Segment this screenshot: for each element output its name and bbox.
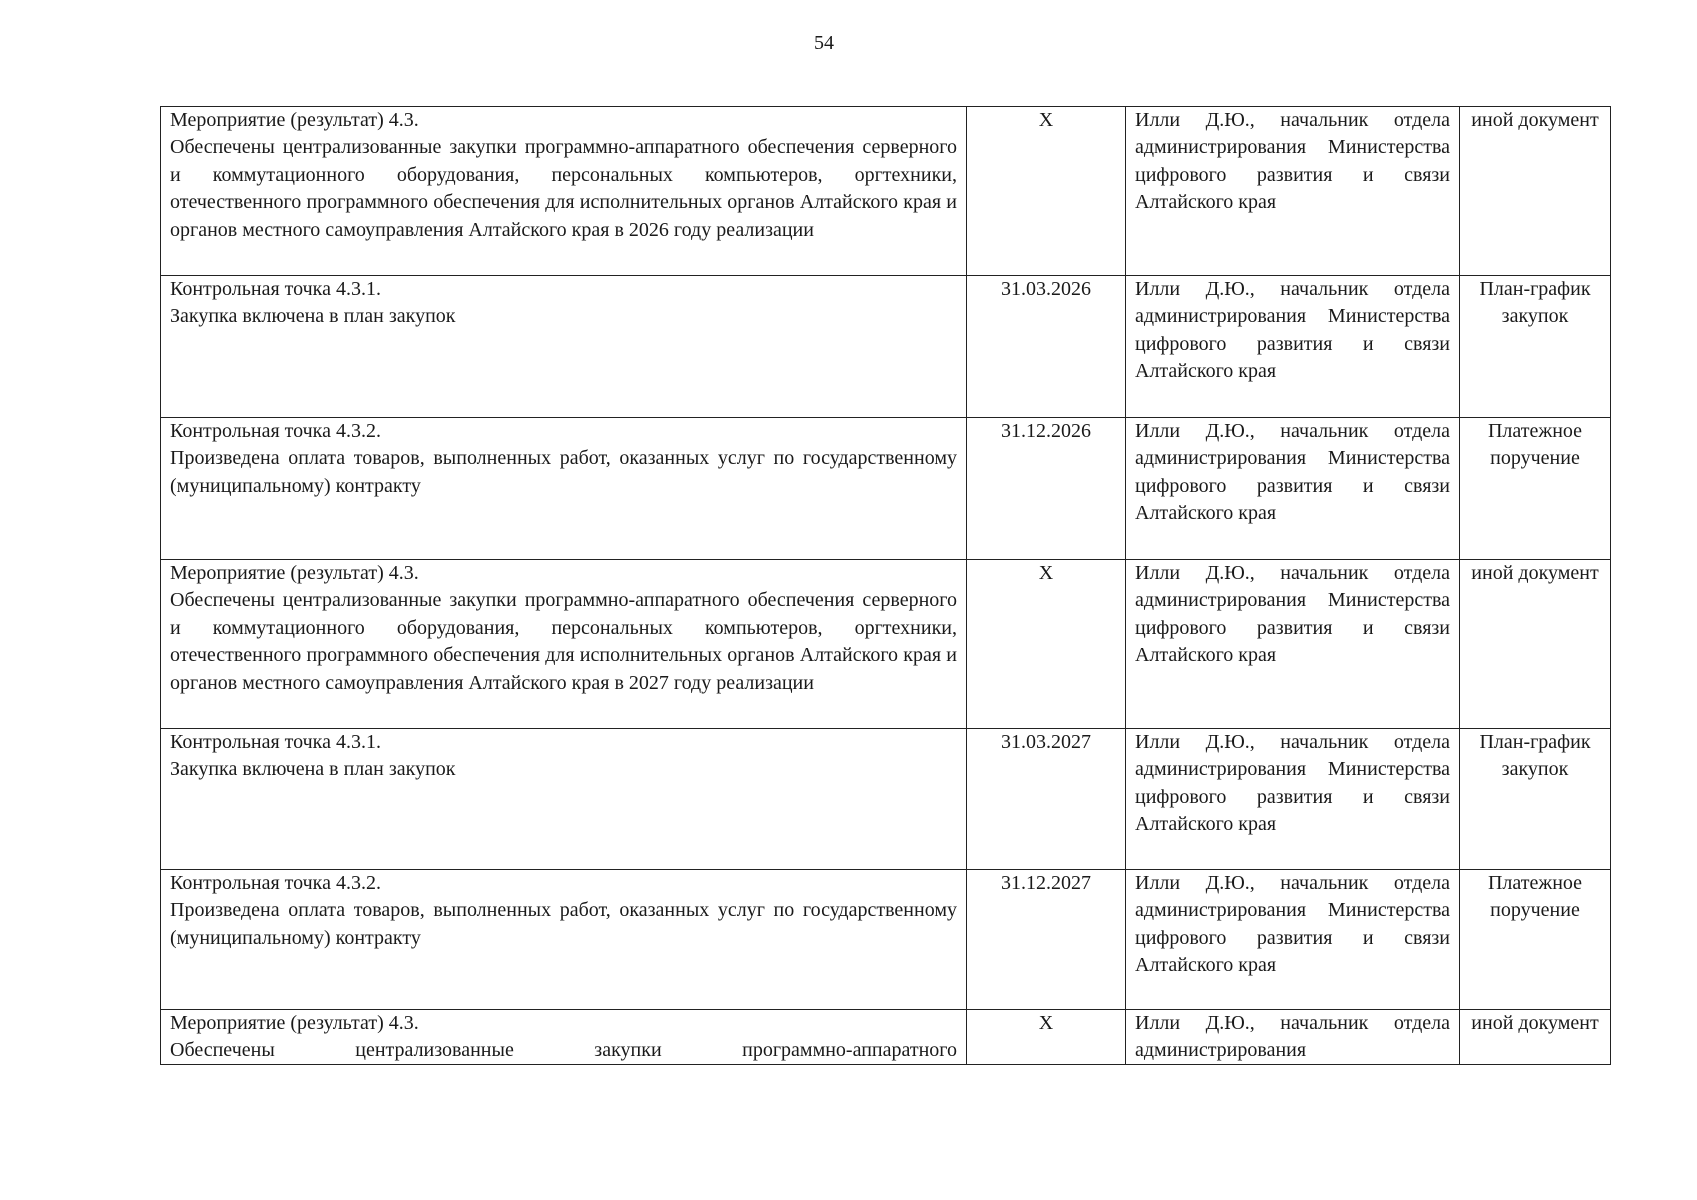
description-cell (161, 276, 967, 418)
row-title: Контрольная точка 4.3.2. (170, 872, 381, 894)
row-text: Обеспечены централизованные закупки программно-аппаратного обеспечения серверного и коммутационного оборудования, персональных компьютеров, оргтехники, отечественного программного обеспечения для исполнительных органов Алтайского края и органов местного самоуправления Алтайского края в 2026 году реализации (170, 136, 957, 241)
responsible-cell: Илли Д.Ю., начальник отдела администрирования Министерства цифрового развития и связи Алтайского края (1126, 276, 1460, 418)
responsible-cell: Илли Д.Ю., начальник отдела администрирования Министерства цифрового развития и связи Алтайского края (1126, 729, 1460, 870)
description-cell (161, 418, 967, 560)
description-cell (161, 560, 967, 729)
responsible-cell: Илли Д.Ю., начальник отдела администрирования Министерства цифрового развития и связи Алтайского края (1126, 107, 1460, 276)
description-cell (161, 729, 967, 870)
row-text: Произведена оплата товаров, выполненных работ, оказанных услуг по государственному (муниципальному) контракту (170, 447, 957, 497)
row-title: Мероприятие (результат) 4.3. (170, 109, 419, 131)
table-row (161, 870, 1611, 1010)
row-title: Мероприятие (результат) 4.3. (170, 1012, 419, 1034)
document-cell: иной документ (1460, 560, 1611, 729)
row-title: Мероприятие (результат) 4.3. (170, 562, 419, 584)
date-cell: X (967, 560, 1126, 729)
document-cell: Платежное поручение (1460, 418, 1611, 560)
document-cell (1460, 1010, 1611, 1065)
responsible-cell: Илли Д.Ю., начальник отдела администрирования Министерства цифрового развития и связи Алтайского края (1126, 870, 1460, 1010)
date-cell: 31.12.2026 (967, 418, 1126, 560)
date-cell: 31.12.2027 (967, 870, 1126, 1010)
table-row (161, 729, 1611, 870)
row-text: Произведена оплата товаров, выполненных работ, оказанных услуг по государственному (муниципальному) контракту (170, 899, 957, 949)
row-text: Закупка включена в план закупок (170, 305, 456, 328)
row-text: Закупка включена в план закупок (170, 758, 456, 781)
row-title: Контрольная точка 4.3.2. (170, 420, 381, 442)
responsible-cell: Илли Д.Ю., начальник отдела администрирования Министерства цифрового развития и связи Алтайского края (1126, 560, 1460, 729)
row-text: Обеспечены централизованные закупки программно-аппаратного (170, 1039, 957, 1062)
responsible-cell: Илли Д.Ю., начальник отдела администрирования Министерства цифрового развития и связи Алтайского края (1126, 418, 1460, 560)
date-value: X (1038, 1012, 1054, 1034)
document-cell: План-график закупок (1460, 729, 1611, 870)
document-value: иной документ (1471, 1012, 1599, 1034)
plan-table (160, 106, 1611, 1065)
table-row (161, 560, 1611, 729)
description-cell (161, 107, 967, 276)
document-cell: План-график закупок (1460, 276, 1611, 418)
table-row (161, 276, 1611, 418)
row-title: Контрольная точка 4.3.1. (170, 731, 381, 753)
date-cell (967, 1010, 1126, 1065)
date-cell: X (967, 107, 1126, 276)
table-row (161, 1010, 1611, 1065)
table-row (161, 418, 1611, 560)
responsible-value: Илли Д.Ю., начальник отдела администрирования (1135, 1012, 1450, 1062)
row-text: Обеспечены централизованные закупки программно-аппаратного обеспечения серверного и коммутационного оборудования, персональных компьютеров, оргтехники, отечественного программного обеспечения для исполнительных органов Алтайского края и органов местного самоуправления Алтайского края в 2027 году реализации (170, 589, 957, 694)
table-row (161, 107, 1611, 276)
page-number: 54 (814, 32, 834, 54)
responsible-cell (1126, 1010, 1460, 1065)
date-cell: 31.03.2026 (967, 276, 1126, 418)
document-cell: Платежное поручение (1460, 870, 1611, 1010)
date-cell: 31.03.2027 (967, 729, 1126, 870)
document-cell: иной документ (1460, 107, 1611, 276)
description-cell (161, 1010, 967, 1065)
row-title: Контрольная точка 4.3.1. (170, 278, 381, 300)
description-cell (161, 870, 967, 1010)
